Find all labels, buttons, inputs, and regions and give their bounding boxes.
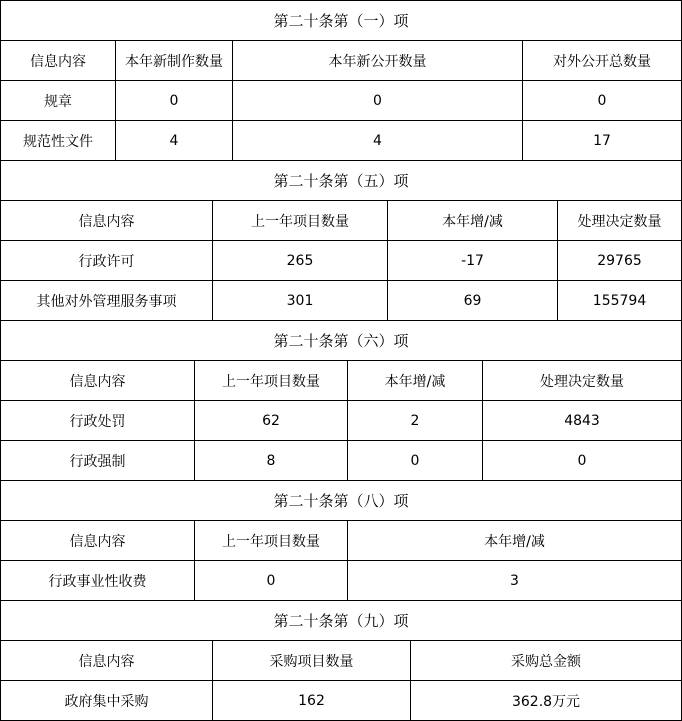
table-cell: 4 [116,121,233,161]
section-article-20-item-9 [0,601,681,721]
row-label: 行政事业性收费 [1,561,195,601]
column-header: 信息内容 [1,641,213,681]
table-row [1,561,682,601]
section-title: 第二十条第（六）项 [1,321,682,361]
section-title: 第二十条第（一）项 [1,1,682,41]
section-table [0,481,682,601]
table-cell: 3 [348,561,682,601]
table-cell: 301 [213,281,388,321]
table-cell: 0 [195,561,348,601]
row-label: 行政处罚 [1,401,195,441]
table-cell: 362.8万元 [411,681,682,721]
table-row [1,121,682,161]
section-article-20-item-6 [0,321,681,481]
row-label: 政府集中采购 [1,681,213,721]
table-cell: 162 [213,681,411,721]
table-row [1,681,682,721]
table-row [1,281,682,321]
table-cell: 0 [483,441,682,481]
section-title: 第二十条第（五）项 [1,161,682,201]
column-header: 上一年项目数量 [195,361,348,401]
row-label: 行政强制 [1,441,195,481]
table-row [1,81,682,121]
header-row [1,521,682,561]
row-label: 规范性文件 [1,121,116,161]
section-article-20-item-1 [0,0,681,161]
table-cell: 0 [523,81,682,121]
section-table [0,161,682,321]
header-row [1,361,682,401]
column-header: 处理决定数量 [483,361,682,401]
column-header: 对外公开总数量 [523,41,682,81]
column-header: 处理决定数量 [558,201,682,241]
column-header: 信息内容 [1,361,195,401]
column-header: 本年新制作数量 [116,41,233,81]
column-header: 采购项目数量 [213,641,411,681]
section-table [0,0,682,161]
table-cell: 0 [348,441,483,481]
section-title: 第二十条第（九）项 [1,601,682,641]
section-article-20-item-8 [0,481,681,601]
section-table [0,321,682,481]
column-header: 采购总金额 [411,641,682,681]
table-cell: 69 [388,281,558,321]
header-row [1,41,682,81]
column-header: 上一年项目数量 [213,201,388,241]
table-cell: 4843 [483,401,682,441]
table-cell: 4 [233,121,523,161]
header-row [1,201,682,241]
column-header: 本年增/减 [348,361,483,401]
column-header: 信息内容 [1,521,195,561]
row-label: 其他对外管理服务事项 [1,281,213,321]
section-table [0,601,682,721]
table-row [1,441,682,481]
table-cell: 62 [195,401,348,441]
table-cell: 8 [195,441,348,481]
row-label: 行政许可 [1,241,213,281]
table-cell: 265 [213,241,388,281]
table-row [1,241,682,281]
column-header: 本年增/减 [348,521,682,561]
table-cell: 17 [523,121,682,161]
section-article-20-item-5 [0,161,681,321]
column-header: 信息内容 [1,41,116,81]
column-header: 本年增/减 [388,201,558,241]
table-cell: 0 [233,81,523,121]
table-cell: -17 [388,241,558,281]
section-title: 第二十条第（八）项 [1,481,682,521]
header-row [1,641,682,681]
table-cell: 29765 [558,241,682,281]
table-row [1,401,682,441]
table-cell: 2 [348,401,483,441]
table-cell: 0 [116,81,233,121]
row-label: 规章 [1,81,116,121]
column-header: 上一年项目数量 [195,521,348,561]
column-header: 信息内容 [1,201,213,241]
table-cell: 155794 [558,281,682,321]
column-header: 本年新公开数量 [233,41,523,81]
